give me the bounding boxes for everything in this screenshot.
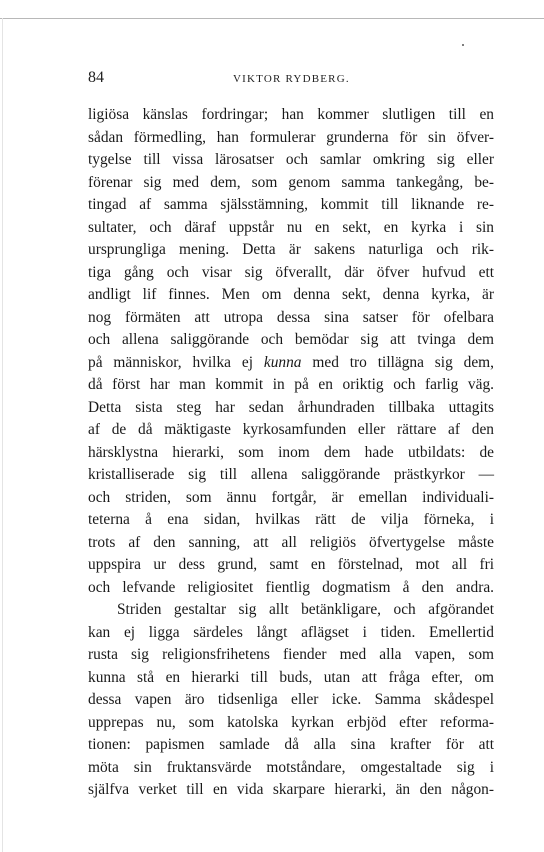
text-line: och allena saliggörande och bemödar sig att tvinga dem bbox=[88, 331, 494, 348]
text-line: kristalliserade sig till allena saliggörande prästkyrkor — bbox=[88, 466, 494, 483]
text-line: och striden, som ännu fortgår, är emellan individuali- bbox=[88, 488, 494, 506]
text-line: teterna å ena sidan, hvilkas rätt de vilja förneka, i bbox=[88, 511, 494, 528]
text-line: kan ej ligga särdeles långt aflägset i tiden. Emellertid bbox=[88, 623, 494, 641]
text-line: nog förmäten att utropa dessa sina satser för ofelbara bbox=[88, 308, 494, 326]
page-number: 84 bbox=[88, 69, 104, 86]
text-line-with-emphasis bbox=[88, 352, 494, 375]
text-line: dessa vapen äro tidsenliga eller icke. Samma skådespel bbox=[88, 691, 494, 708]
text-line: och lefvande religiositet fientlig dogmatism å den andra. bbox=[88, 578, 494, 596]
emphasized-word: kunna bbox=[263, 353, 302, 371]
text-line: af de då mäktigaste kyrkosamfunden eller rättare af den bbox=[88, 421, 494, 438]
text-line: ligiösa känslas fordringar; han kommer slutligen till en bbox=[88, 106, 494, 123]
print-speck bbox=[462, 44, 464, 46]
text-line: andligt lif finnes. Men om denna sekt, denna kyrka, är bbox=[88, 286, 494, 303]
text-line: upprepas nu, som katolska kyrkan erbjöd efter reforma- bbox=[88, 713, 494, 731]
text-line: ursprungliga mening. Detta är sakens naturliga och rik- bbox=[88, 241, 494, 258]
running-head: VIKTOR RYDBERG. bbox=[233, 73, 350, 85]
paragraph-first-line: Striden gestaltar sig allt betänkligare, och afgörandet bbox=[117, 601, 494, 618]
left-edge-rule bbox=[2, 18, 3, 852]
text-line: då först har man kommit in på en oriktig och farlig väg. bbox=[88, 376, 494, 393]
text-line: härsklystna hierarki, som inom dem hade utbildats: de bbox=[88, 443, 494, 461]
text-line: möta sin fruktansvärde motståndare, omgestaltade sig i bbox=[88, 758, 494, 776]
text-line: förenar sig med dem, som genom samma tankegång, be- bbox=[88, 173, 494, 191]
text-line: sådan förmedling, han formulerar grunderna för sin öfver- bbox=[88, 128, 494, 146]
text-line: tingad af samma själsstämning, kommit till liknande re- bbox=[88, 196, 494, 213]
text-segment: på människor, hvilka ej bbox=[88, 353, 264, 371]
body-text bbox=[88, 104, 494, 802]
top-edge-rule bbox=[0, 18, 544, 19]
text-line: sultater, och däraf uppstår nu en sekt, en kyrka i sin bbox=[88, 218, 494, 236]
text-line: Detta sista steg har sedan århundraden tillbaka uttagits bbox=[88, 398, 494, 416]
text-line: trots af den sanning, att all religiös öfvertygelse måste bbox=[88, 533, 494, 551]
text-segment: med tro tillägna sig dem, bbox=[301, 353, 495, 371]
text-line: själfva verket till en vida skarpare hierarki, än den någon- bbox=[88, 781, 494, 798]
text-line: tiga gång och visar sig öfverallt, där öfver hufvud ett bbox=[88, 263, 494, 281]
text-line: tygelse till vissa lärosatser och samlar omkring sig eller bbox=[88, 151, 494, 168]
text-line: kunna stå en hierarki till buds, utan att fråga efter, om bbox=[88, 668, 494, 686]
text-line: rusta sig religionsfrihetens fiender med alla vapen, som bbox=[88, 646, 494, 663]
text-line: uppspira ur dess grund, samt en förstelnad, mot all fri bbox=[88, 556, 494, 573]
text-line: tionen: papismen samlade då alla sina krafter för att bbox=[88, 736, 494, 753]
